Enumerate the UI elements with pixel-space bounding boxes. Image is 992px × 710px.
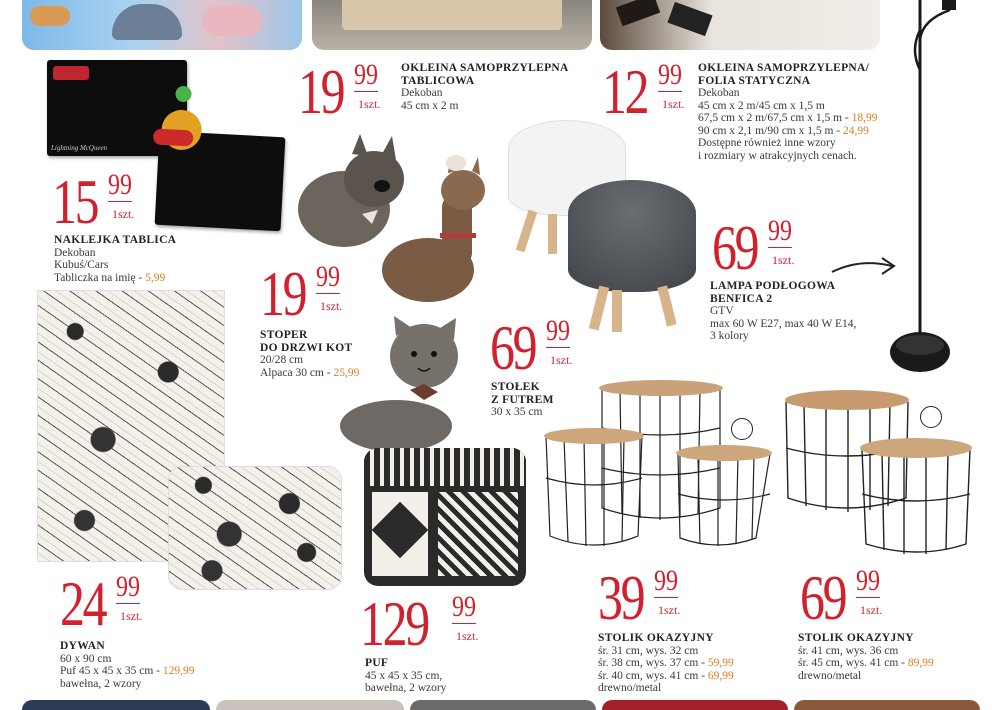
extra-offer-text: Tabliczka na imię - <box>54 271 146 284</box>
product-name: PUF <box>365 657 389 669</box>
price-decimal: 99 <box>658 58 682 91</box>
bottom-photo-2 <box>216 700 404 710</box>
product-material: bawełna, 2 wzory <box>60 677 142 690</box>
product-size: 60 x 90 cm <box>60 652 112 665</box>
extra-offer <box>60 665 194 678</box>
puf-price <box>360 588 500 659</box>
pooh-chalkboard-image <box>155 131 286 231</box>
size-line-2-price: 59,99 <box>707 657 734 669</box>
product-spec: max 60 W E27, max 40 W E14, <box>710 317 857 330</box>
color-swatch-white <box>731 418 753 440</box>
product-size: 20/28 cm <box>260 354 304 366</box>
product-brand: GTV <box>710 305 734 317</box>
size-line-2-text: śr. 45 cm, wys. 41 cm - <box>798 657 908 669</box>
price-integer: 69 <box>712 212 758 283</box>
palm-pouf-image <box>168 466 342 590</box>
okleina-folia-price <box>602 56 702 127</box>
stolik1-price <box>598 562 698 633</box>
stolek-price <box>490 312 590 383</box>
price-unit: 1szt. <box>860 603 883 617</box>
extra-offer <box>54 272 176 285</box>
price-integer: 15 <box>52 166 98 237</box>
product-name-2: DO DRZWI KOT <box>260 341 353 354</box>
lampa-price <box>712 212 812 283</box>
product-material: drewno/metal <box>798 669 862 682</box>
product-name: STOŁEK <box>491 381 540 393</box>
size-line-3 <box>598 670 734 683</box>
bottom-photo-1 <box>22 700 210 710</box>
size-line-3-price: 24,99 <box>843 124 869 137</box>
price-unit: 1szt. <box>456 629 479 643</box>
size-line-3-text: śr. 40 cm, wys. 41 cm - <box>598 669 708 682</box>
shelf-photo <box>600 0 880 50</box>
size-line-2 <box>598 657 734 670</box>
product-name: NAKLEJKA TABLICA <box>54 234 177 246</box>
product-brand: Dekoban <box>401 87 443 99</box>
price-decimal: 99 <box>856 564 880 597</box>
dywan-info <box>60 640 194 690</box>
product-name: STOPER <box>260 329 308 341</box>
price-unit: 1szt. <box>120 609 143 623</box>
bottom-photo-3 <box>410 700 596 710</box>
product-name-2: Z FUTREM <box>491 393 554 406</box>
extra-offer-price: 5,99 <box>145 271 166 284</box>
naklejka-info <box>54 234 176 284</box>
price-decimal: 99 <box>452 590 476 623</box>
extra-offer <box>260 367 359 380</box>
product-brand: Dekoban <box>54 246 96 259</box>
price-decimal: 99 <box>546 314 570 347</box>
size-line-2 <box>798 657 934 670</box>
price-integer: 19 <box>298 56 344 127</box>
size-line-2-price: 18,99 <box>851 112 878 124</box>
product-name: STOLIK OKAZYJNY <box>598 632 714 644</box>
board-caption: Lightning McQueen <box>51 144 108 152</box>
price-unit: 1szt. <box>550 353 573 367</box>
price-decimal: 99 <box>316 260 340 293</box>
price-unit: 1szt. <box>662 97 685 111</box>
extra-offer-price: 129,99 <box>162 665 195 677</box>
bottom-photo-4 <box>602 700 788 710</box>
price-unit: 1szt. <box>358 97 381 111</box>
price-unit: 1szt. <box>658 603 681 617</box>
price-integer: 39 <box>598 562 644 633</box>
price-integer: 19 <box>260 258 306 329</box>
extra-offer-text: Alpaca 30 cm - <box>260 366 334 379</box>
dywan-price <box>60 568 160 639</box>
stolik2-info <box>798 632 934 682</box>
availability-note-2: i rozmiary w atrakcyjnych cenach. <box>698 149 857 162</box>
product-name: OKLEINA SAMOPRZYLEPNA/ <box>698 62 870 74</box>
price-unit: 1szt. <box>772 253 795 267</box>
product-material: bawełna, 2 wzory <box>365 682 447 694</box>
product-name-2: TABLICOWA <box>401 74 475 87</box>
price-decimal: 99 <box>116 570 140 603</box>
stoper-price <box>260 258 360 329</box>
product-name-2: FOLIA STATYCZNA <box>698 74 811 87</box>
price-unit: 1szt. <box>112 207 135 221</box>
product-variant: Kubuś/Cars <box>54 259 109 271</box>
size-line-1: śr. 31 cm, wys. 32 cm <box>598 644 699 657</box>
product-size: 30 x 35 cm <box>491 406 543 418</box>
size-line-3-price: 69,99 <box>707 669 734 682</box>
product-size: 45 x 45 x 35 cm, <box>365 669 443 682</box>
product-colors: 3 kolory <box>710 330 749 342</box>
puf-info <box>365 657 446 695</box>
size-line-2-price: 89,99 <box>907 657 934 669</box>
price-integer: 24 <box>60 568 106 639</box>
size-line-3 <box>698 125 898 138</box>
size-line-2-text: śr. 38 cm, wys. 37 cm - <box>598 657 708 669</box>
stolik2-price <box>800 562 900 633</box>
product-name: STOLIK OKAZYJNY <box>798 632 914 644</box>
product-name: LAMPA PODŁOGOWA <box>710 280 836 292</box>
size-line-2-text: 67,5 cm x 2 m/67,5 cm x 1,5 m - <box>698 112 852 124</box>
product-name: OKLEINA SAMOPRZYLEPNA <box>401 62 569 74</box>
product-name: DYWAN <box>60 640 105 652</box>
size-line-3-text: 90 cm x 2,1 m/90 cm x 1,5 m - <box>698 124 844 137</box>
price-integer: 129 <box>360 588 428 659</box>
size-line-2 <box>698 112 898 125</box>
okleina-folia-info <box>698 62 898 162</box>
lampa-info <box>710 280 856 343</box>
product-size: 45 cm x 2 m <box>401 99 459 112</box>
price-integer: 69 <box>490 312 536 383</box>
extra-offer-text: Puf 45 x 45 x 35 cm - <box>60 665 163 677</box>
price-decimal: 99 <box>654 564 678 597</box>
wood-table-photo <box>312 0 592 50</box>
kids-bedding-photo <box>22 0 302 50</box>
okleina-tablicowa-info <box>401 62 569 112</box>
product-brand: Dekoban <box>698 87 740 99</box>
size-line-1: śr. 41 cm, wys. 36 cm <box>798 644 899 657</box>
price-unit: 1szt. <box>320 299 343 313</box>
price-integer: 12 <box>602 56 648 127</box>
price-decimal: 99 <box>768 214 792 247</box>
size-line-1: 45 cm x 2 m/45 cm x 1,5 m <box>698 99 825 112</box>
stoper-info <box>260 329 359 379</box>
product-material: drewno/metal <box>598 682 662 694</box>
bottom-photo-5 <box>794 700 980 710</box>
stolik1-info <box>598 632 734 695</box>
price-integer: 69 <box>800 562 846 633</box>
extra-offer-price: 25,99 <box>333 366 360 379</box>
availability-note-1: Dostępne również inne wzory <box>698 137 836 149</box>
price-decimal: 99 <box>354 58 378 91</box>
price-decimal: 99 <box>108 168 132 201</box>
okleina-tablicowa-price <box>298 56 398 127</box>
product-name-2: BENFICA 2 <box>710 292 773 305</box>
color-swatch-white <box>920 406 942 428</box>
naklejka-price <box>52 166 152 237</box>
